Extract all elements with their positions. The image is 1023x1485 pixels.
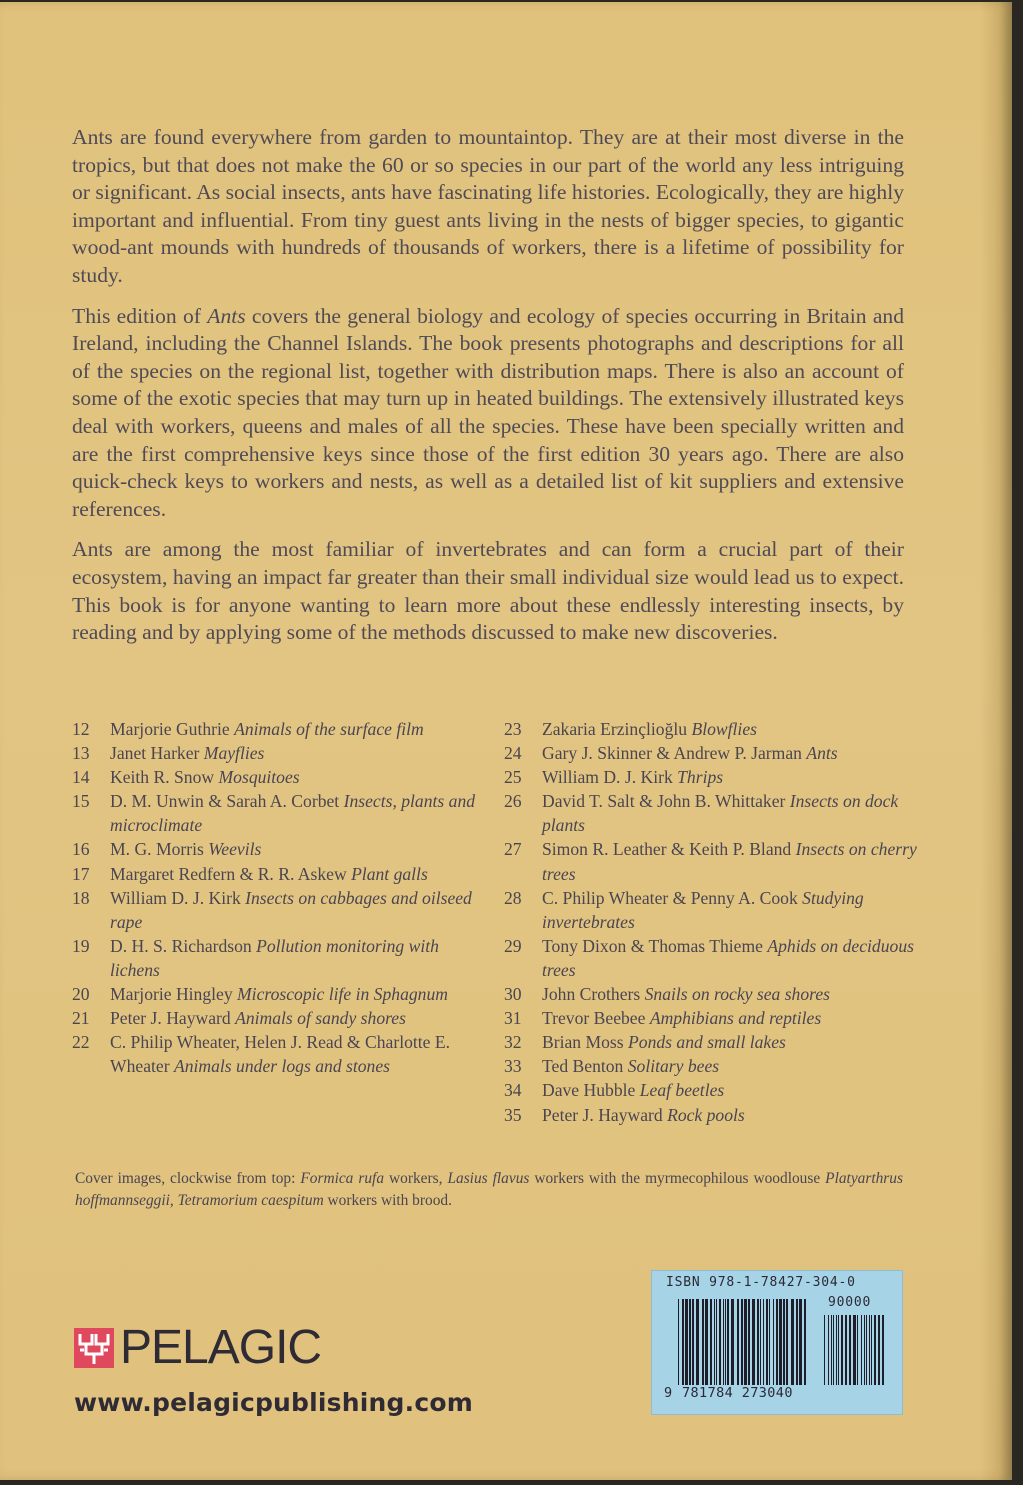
series-title: Weevils xyxy=(208,839,262,860)
series-title: Insects on dock plants xyxy=(542,791,899,836)
text-run: workers with the myrmecophilous woodlouse xyxy=(529,1170,826,1187)
series-number: 19 xyxy=(72,935,90,956)
series-title: Animals under logs and stones xyxy=(173,1056,390,1077)
series-author: William D. J. Kirk xyxy=(542,767,678,788)
series-entry xyxy=(504,765,924,789)
series-author: Keith R. Snow xyxy=(110,767,219,788)
series-author: William D. J. Kirk xyxy=(110,887,246,908)
text-run: Ants are found everywhere from garden to mountaintop. They are at their most diverse in the tropics, but that does not make the 60 or so species in our part of the world any less intriguing or significant. As social insects, ants have fascinating life histories. Ecologically, they are highly important and influential. From tiny guest ants living in the nests of bigger species, to gigantic wood-ant mounds with hundreds of thousands of workers, there is a lifetime of possibility for study. xyxy=(72,125,904,287)
series-text xyxy=(542,837,924,885)
series-title: Blowflies xyxy=(691,719,757,739)
series-entry xyxy=(72,862,492,886)
series-author: M. G. Morris xyxy=(110,839,209,860)
series-number: 14 xyxy=(72,767,90,788)
series-number: 32 xyxy=(504,1032,522,1053)
series-author: Margaret Redfern & R. R. Askew xyxy=(110,863,352,884)
series-entry xyxy=(72,789,492,837)
series-number: 27 xyxy=(504,839,522,860)
series-number: 29 xyxy=(504,935,522,956)
pelagic-logo-icon xyxy=(74,1328,114,1368)
series-entry xyxy=(504,1030,924,1054)
italic-text: Ants xyxy=(207,303,246,328)
series-number: 26 xyxy=(504,791,522,812)
series-author: Zakaria Erzinçlioğlu xyxy=(542,719,692,739)
series-title: Insects on cabbages and oilseed rape xyxy=(110,887,472,932)
series-text xyxy=(542,765,924,789)
series-entry xyxy=(72,717,492,741)
series-entry xyxy=(72,741,492,765)
series-text xyxy=(542,1006,924,1030)
text-run: workers with brood. xyxy=(323,1192,452,1209)
text-run: covers the general biology and ecology of species occurring in Britain and Ireland, including the Channel Islands. The book presents photographs and descriptions for all of the species on the regional list, together with distribution maps. There is also an account of some of the exotic species that may turn up in heated buildings. The extensively illustrated keys deal with workers, queens and males of all the species. These have been specially written and are the first comprehensive keys since those of the first edition 30 years ago. There are also quick-check keys to workers and nests, as well as a detailed list of kit suppliers and extensive references. xyxy=(72,303,905,521)
series-title: Animals of sandy shores xyxy=(235,1008,406,1029)
series-number: 16 xyxy=(72,839,90,860)
series-text xyxy=(110,934,492,982)
ean-digits: 781784 273040 xyxy=(682,1385,793,1401)
blurb-paragraph-1 xyxy=(72,124,904,290)
series-number: 23 xyxy=(504,719,522,739)
series-text xyxy=(542,1054,924,1078)
series-entry xyxy=(504,886,924,934)
series-entry xyxy=(72,934,492,982)
series-author: Janet Harker xyxy=(110,743,204,764)
series-entry xyxy=(72,1030,492,1078)
series-entry xyxy=(504,741,924,765)
series-text xyxy=(110,982,492,1006)
series-text xyxy=(542,1030,924,1054)
publisher-url: www.pelagicpublishing.com xyxy=(74,1388,473,1417)
series-entry xyxy=(72,1006,492,1030)
series-author: Peter J. Hayward xyxy=(542,1104,668,1125)
publisher-logo xyxy=(74,1321,322,1374)
series-entry xyxy=(504,717,924,741)
series-author: Dave Hubble xyxy=(542,1080,640,1101)
series-number: 18 xyxy=(72,887,90,908)
series-text xyxy=(542,1103,924,1127)
series-title: Aphids on deciduous trees xyxy=(542,935,914,980)
cover-edge-shadow xyxy=(980,2,1012,1480)
series-title: Pollution monitoring with lichens xyxy=(110,935,439,980)
series-author: C. Philip Wheater & Penny A. Cook xyxy=(542,887,803,908)
series-author: Gary J. Skinner & Andrew P. Jarman xyxy=(542,743,807,764)
series-text xyxy=(110,1030,492,1078)
text-run: Ants are among the most familiar of invertebrates and can form a crucial part of their ecosystem, having an impact far greater than their small individual size would lead us to expect. This book is for anyone wanting to learn more about these endlessly interesting insects, by reading and by applying some of the methods discussed to make new discoveries. xyxy=(72,537,904,645)
series-title: Insects, plants and microclimate xyxy=(110,791,476,836)
ean-first-digit: 9 xyxy=(664,1385,673,1401)
series-author: D. M. Unwin & Sarah A. Corbet xyxy=(110,791,344,812)
series-text xyxy=(542,886,924,934)
series-number: 20 xyxy=(72,984,90,1005)
series-text xyxy=(542,1078,924,1102)
series-text xyxy=(542,717,924,741)
publisher-name: PELAGIC xyxy=(120,1321,322,1374)
series-text xyxy=(542,741,924,765)
book-back-cover xyxy=(0,2,1012,1480)
series-entry xyxy=(72,837,492,861)
blurb-paragraph-2 xyxy=(72,303,904,524)
series-number: 30 xyxy=(504,984,522,1005)
series-entry xyxy=(72,765,492,789)
series-title: Mayflies xyxy=(203,743,265,764)
series-entry xyxy=(504,789,924,837)
series-author: Peter J. Hayward xyxy=(110,1008,236,1029)
series-text xyxy=(542,982,924,1006)
series-text xyxy=(110,1006,492,1030)
blurb xyxy=(72,124,904,660)
series-entry xyxy=(504,934,924,982)
series-title: Animals of the surface film xyxy=(234,719,424,739)
series-text xyxy=(542,934,924,982)
series-text xyxy=(542,789,924,837)
series-entry xyxy=(504,1078,924,1102)
series-author: Ted Benton xyxy=(542,1056,628,1077)
series-number: 17 xyxy=(72,863,90,884)
series-title: Leaf beetles xyxy=(639,1080,725,1101)
series-number: 15 xyxy=(72,791,90,812)
series-author: Trevor Beebee xyxy=(542,1008,650,1029)
series-text xyxy=(110,837,492,861)
isbn-barcode xyxy=(651,1270,903,1415)
series-author: Simon R. Leather & Keith P. Bland xyxy=(542,839,796,860)
text-run: workers, xyxy=(384,1170,448,1187)
italic-text: Platyarthrus hoffmannseggii xyxy=(75,1170,903,1209)
series-author: D. H. S. Richardson xyxy=(110,935,257,956)
series-author: David T. Salt & John B. Whittaker xyxy=(542,791,790,812)
series-author: Brian Moss xyxy=(542,1032,629,1053)
series-entry xyxy=(504,837,924,885)
series-number: 28 xyxy=(504,887,522,908)
series-title: Thrips xyxy=(677,767,724,788)
price-code: 90000 xyxy=(828,1295,872,1310)
isbn-text: ISBN 978-1-78427-304-0 xyxy=(666,1275,856,1290)
series-title: Ponds and small lakes xyxy=(628,1032,786,1053)
text-run: , xyxy=(169,1192,178,1209)
series-entry xyxy=(504,1006,924,1030)
series-title: Ants xyxy=(806,743,838,764)
series-number: 21 xyxy=(72,1008,90,1029)
series-number: 35 xyxy=(504,1104,522,1125)
series-author: Marjorie Guthrie xyxy=(110,719,235,739)
series-number: 22 xyxy=(72,1032,90,1053)
italic-text: Tetramorium caespitum xyxy=(177,1192,324,1209)
blurb-paragraph-3 xyxy=(72,536,904,646)
series-list-left xyxy=(72,717,492,1078)
series-text xyxy=(110,886,492,934)
series-title: Insects on cherry trees xyxy=(542,839,917,884)
series-entry xyxy=(72,982,492,1006)
cover-image-caption xyxy=(75,1168,903,1212)
series-title: Studying invertebrates xyxy=(542,887,864,932)
series-number: 33 xyxy=(504,1056,522,1077)
series-entry xyxy=(504,1054,924,1078)
series-title: Amphibians and reptiles xyxy=(649,1008,822,1029)
series-number: 25 xyxy=(504,767,522,788)
series-number: 13 xyxy=(72,743,90,764)
series-author: Tony Dixon & Thomas Thieme xyxy=(542,935,768,956)
series-author: Marjorie Hingley xyxy=(110,984,238,1005)
series-number: 31 xyxy=(504,1008,522,1029)
series-list-right xyxy=(504,717,924,1127)
barcode-bars xyxy=(678,1299,810,1385)
series-text xyxy=(110,741,492,765)
series-text xyxy=(110,765,492,789)
series-title: Plant galls xyxy=(351,863,428,884)
series-entry xyxy=(504,982,924,1006)
series-number: 34 xyxy=(504,1080,522,1101)
series-entry xyxy=(72,886,492,934)
italic-text: Formica rufa xyxy=(300,1170,385,1187)
series-title: Rock pools xyxy=(667,1104,745,1125)
series-text xyxy=(110,789,492,837)
series-entry xyxy=(504,1103,924,1127)
series-text xyxy=(110,862,492,886)
text-run: Cover images, clockwise from top: xyxy=(75,1170,301,1187)
series-title: Microscopic life in Sphagnum xyxy=(237,984,448,1005)
series-title: Mosquitoes xyxy=(218,767,300,788)
series-title: Solitary bees xyxy=(627,1056,720,1077)
series-author: C. Philip Wheater, Helen J. Read & Charlotte E. Wheater xyxy=(110,1032,451,1077)
series-number: 12 xyxy=(72,719,90,739)
series-number: 24 xyxy=(504,743,522,764)
italic-text: Lasius flavus xyxy=(447,1170,530,1187)
series-text xyxy=(110,717,492,741)
text-run: This edition of xyxy=(72,303,208,328)
series-author: John Crothers xyxy=(542,984,645,1005)
barcode-addon-bars xyxy=(824,1315,888,1385)
series-title: Snails on rocky sea shores xyxy=(644,984,830,1005)
